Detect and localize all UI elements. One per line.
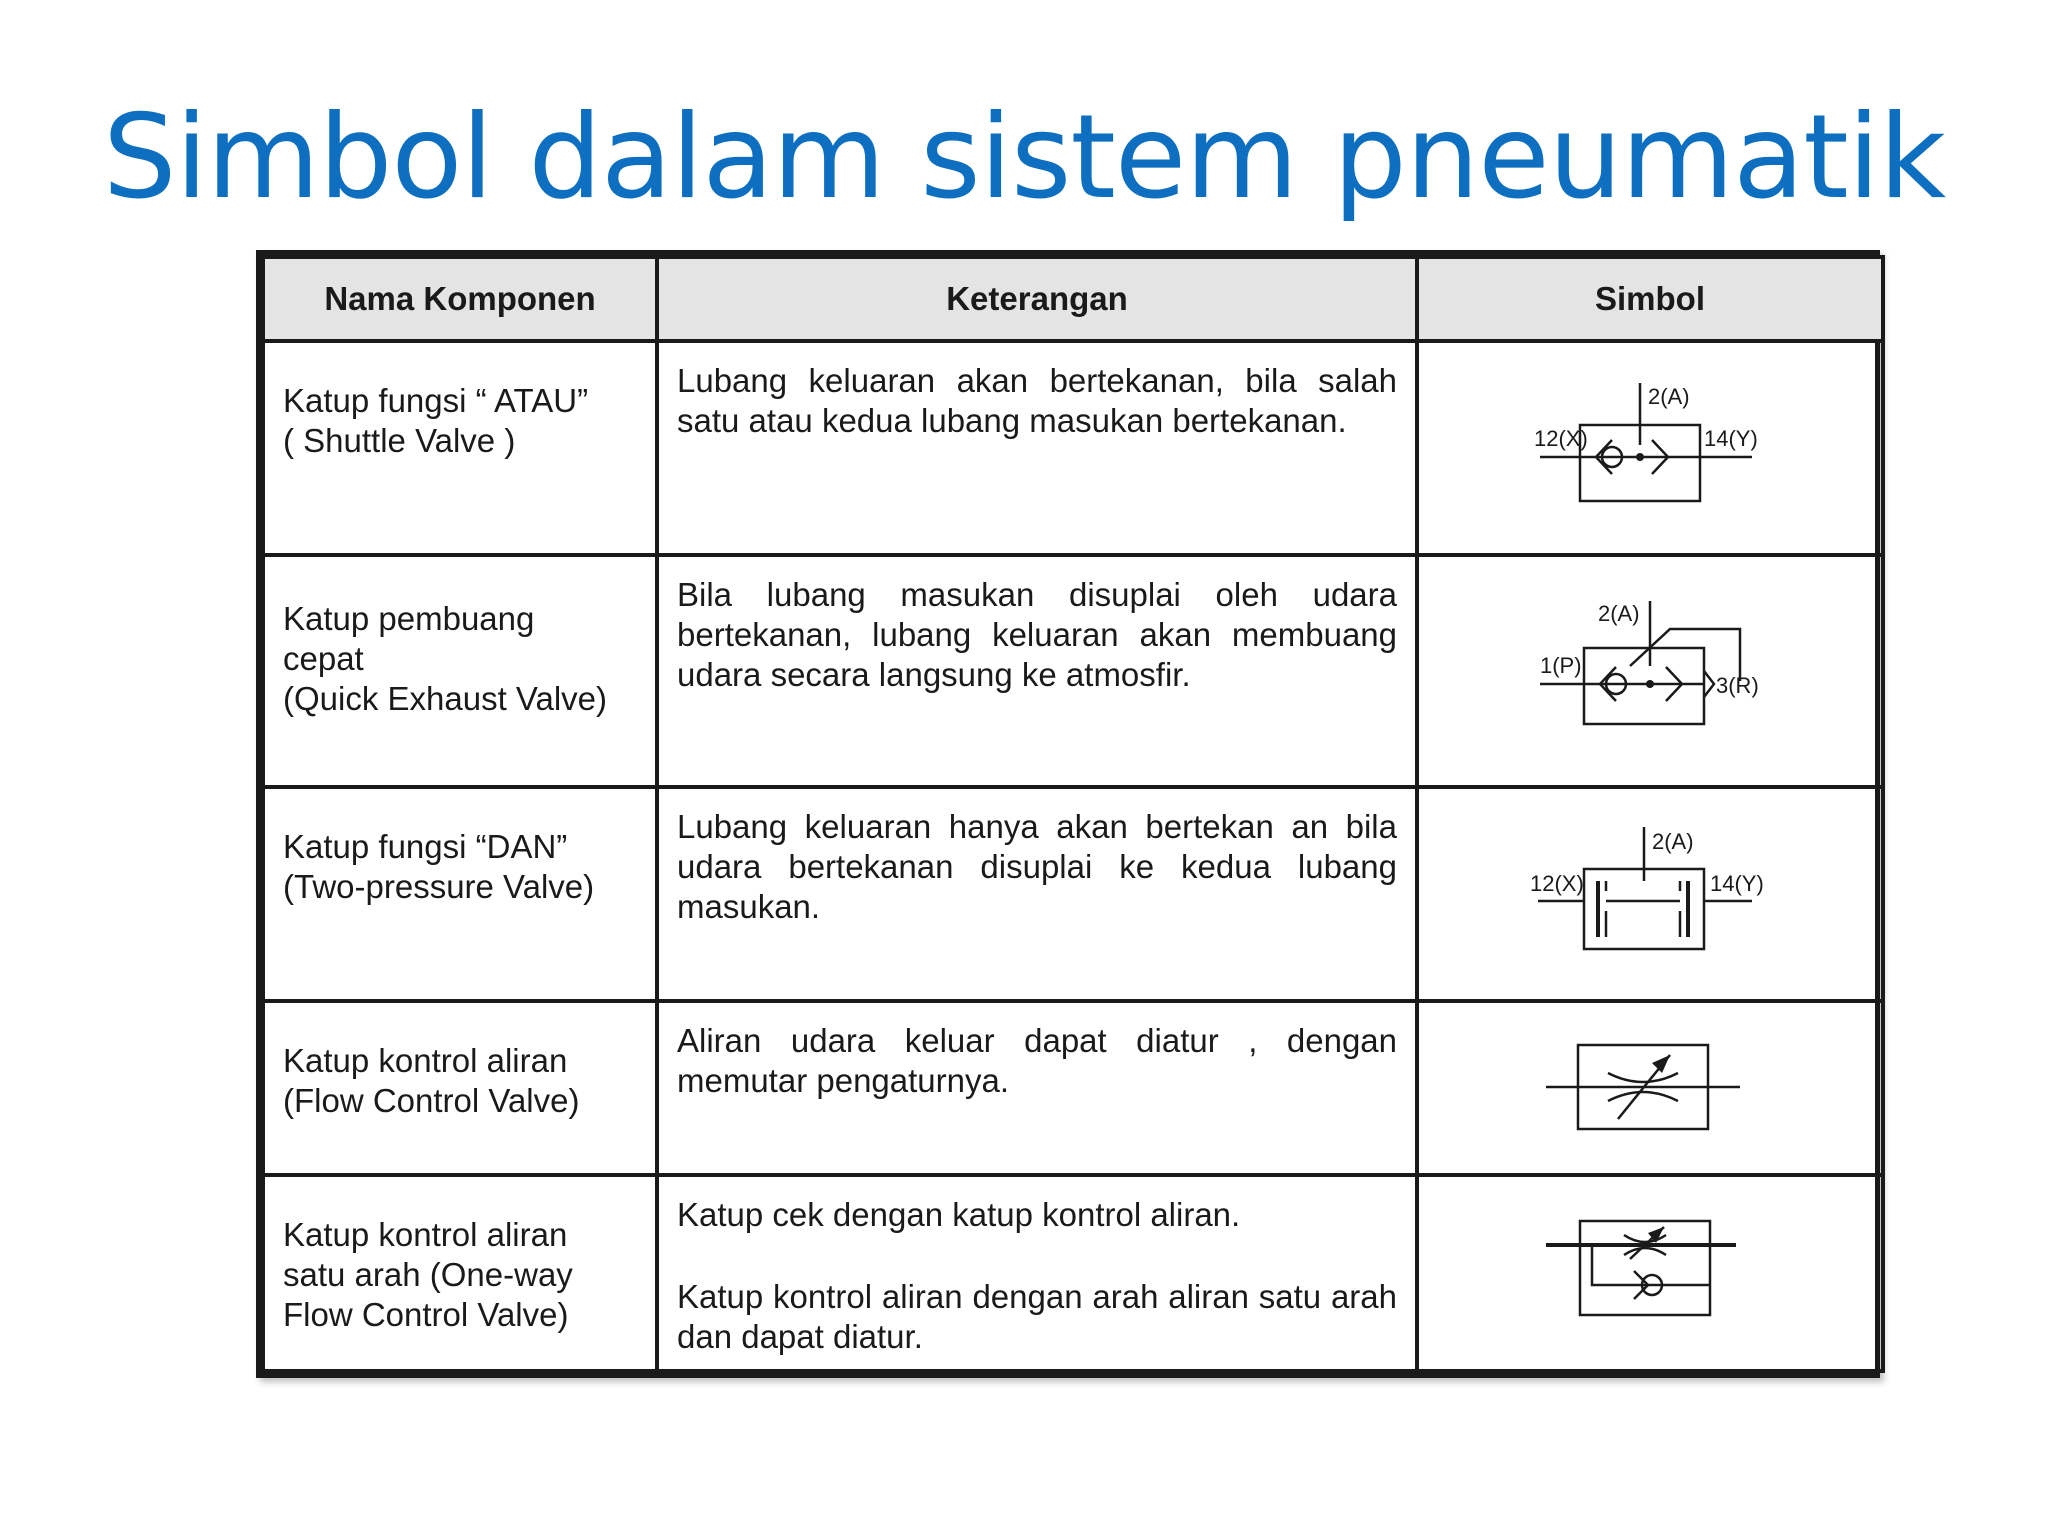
component-name-line: (Quick Exhaust Valve) <box>283 680 608 717</box>
port-label-top: 2(A) <box>1598 601 1640 626</box>
port-label-left: 1(P) <box>1540 653 1582 678</box>
symbol-cell <box>1417 1001 1883 1175</box>
symbol-cell <box>1417 555 1883 787</box>
flow-control-valve-symbol-icon <box>1540 1033 1760 1143</box>
two-pressure-valve-symbol-icon <box>1520 819 1780 969</box>
component-name-line: (Flow Control Valve) <box>283 1082 580 1119</box>
port-label-top: 2(A) <box>1652 829 1694 854</box>
port-label-right: 14(Y) <box>1710 871 1764 896</box>
component-name-line: Katup kontrol aliran <box>283 1216 568 1253</box>
header-simbol: Simbol <box>1417 257 1883 341</box>
description-text: Aliran udara keluar dapat diatur , dengan memutar pengaturnya. <box>677 1022 1397 1099</box>
component-name-line: satu arah (One-way <box>283 1256 573 1293</box>
component-name-line: Katup pembuang <box>283 600 535 637</box>
table-row <box>263 787 1883 1001</box>
component-name-line: ( Shuttle Valve ) <box>283 422 516 459</box>
symbol-cell <box>1417 341 1883 555</box>
component-table <box>256 250 1880 1378</box>
description-text: Lubang keluaran hanya akan bertekan an bila udara bertekanan disuplai ke kedua lubang masukan. <box>677 808 1397 925</box>
description-text: Katup cek dengan katup kontrol aliran. <box>677 1196 1241 1233</box>
component-name-line: (Two-pressure Valve) <box>283 868 595 905</box>
description-text: Lubang keluaran akan bertekanan, bila salah satu atau kedua lubang masukan bertekanan. <box>677 362 1397 439</box>
description-text: Katup kontrol aliran dengan arah aliran satu arah dan dapat diatur. <box>677 1278 1397 1355</box>
description-cell <box>657 787 1417 1001</box>
port-label-right: 14(Y) <box>1704 426 1758 451</box>
component-name-line: Katup kontrol aliran <box>283 1042 568 1079</box>
table-row <box>263 341 1883 555</box>
component-name-line: Flow Control Valve) <box>283 1296 569 1333</box>
component-name-cell <box>263 555 657 787</box>
quick-exhaust-valve-symbol-icon <box>1520 591 1780 751</box>
port-label-right: 3(R) <box>1716 673 1759 698</box>
description-cell <box>657 341 1417 555</box>
component-name-cell <box>263 1001 657 1175</box>
table-row <box>263 1175 1883 1371</box>
component-name-line: cepat <box>283 640 364 677</box>
component-name-cell <box>263 787 657 1001</box>
description-cell <box>657 1175 1417 1371</box>
description-text: Bila lubang masukan disuplai oleh udara bertekanan, lubang keluaran akan membuang udara secara langsung ke atmosfir. <box>677 576 1397 693</box>
one-way-flow-control-valve-symbol-icon <box>1540 1213 1760 1333</box>
port-label-top: 2(A) <box>1648 384 1690 409</box>
component-name-line: Katup fungsi “ ATAU” <box>283 382 589 419</box>
symbol-cell <box>1417 787 1883 1001</box>
description-cell <box>657 555 1417 787</box>
table-row <box>263 1001 1883 1175</box>
table-header-row <box>263 257 1883 341</box>
component-name-cell <box>263 341 657 555</box>
header-nama-komponen: Nama Komponen <box>263 257 657 341</box>
port-label-left: 12(X) <box>1530 871 1584 896</box>
description-cell <box>657 1001 1417 1175</box>
table-row <box>263 555 1883 787</box>
symbol-cell <box>1417 1175 1883 1371</box>
component-name-cell <box>263 1175 657 1371</box>
port-label-left: 12(X) <box>1534 426 1588 451</box>
header-keterangan: Keterangan <box>657 257 1417 341</box>
page-title: Simbol dalam sistem pneumatik <box>102 90 1946 225</box>
component-name-line: Katup fungsi “DAN” <box>283 828 568 865</box>
shuttle-valve-symbol-icon <box>1520 378 1780 518</box>
